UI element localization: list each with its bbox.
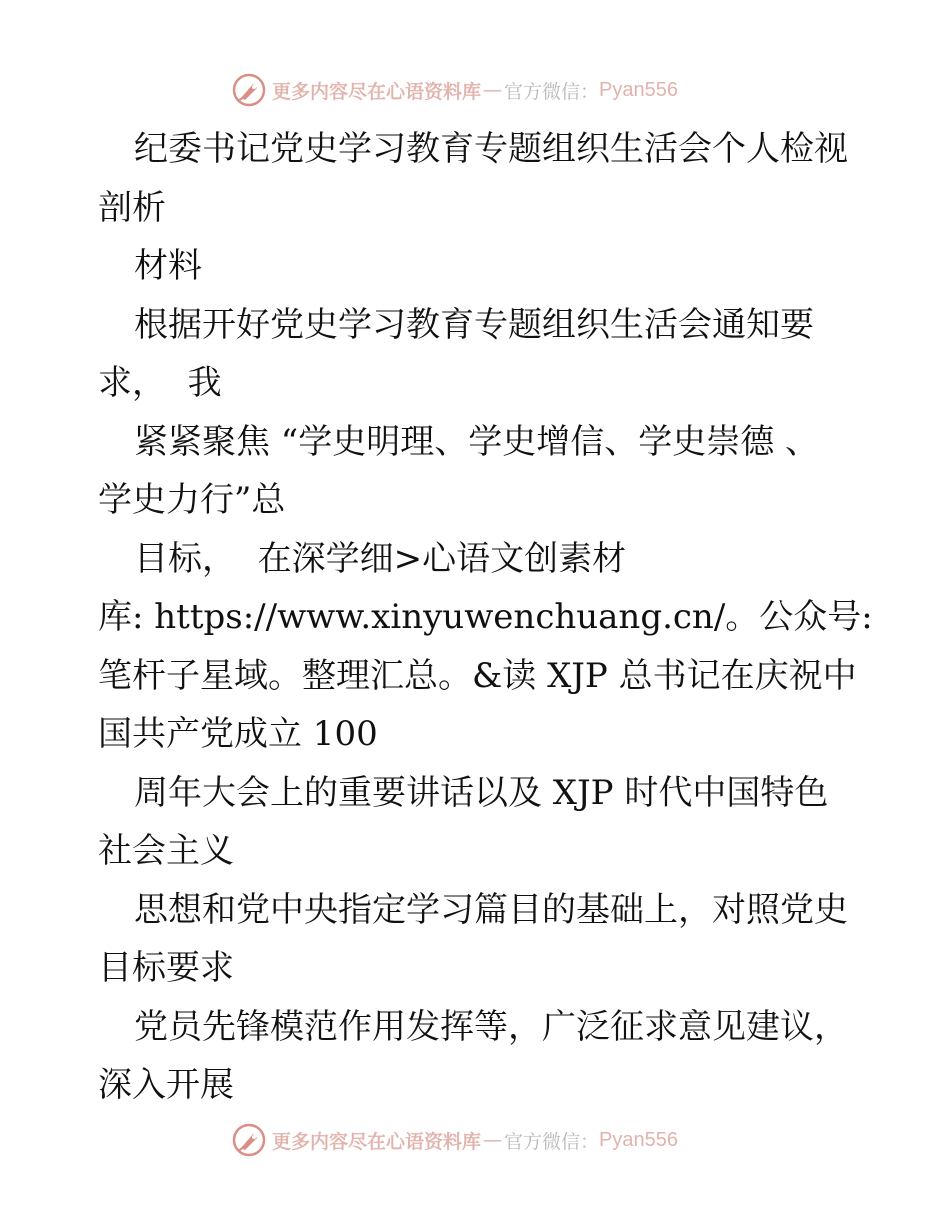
paragraph-line: 周年大会上的重要讲话以及 XJP 时代中国特色 xyxy=(134,772,829,813)
paragraph-line: 党员先锋模范作用发挥等，广泛征求意见建议， xyxy=(134,1006,848,1047)
paragraph-line: 目标要求 xyxy=(98,948,234,988)
paragraph-line: 社会主义 xyxy=(98,831,234,871)
paragraph-line: 紧紧聚焦 “学史明理、学史增信、学史崇德 、 xyxy=(134,421,819,462)
banner-wechat-label: 官方微信： xyxy=(504,1130,600,1153)
paragraph-line: 根据开好党史学习教育专题组织生活会通知要 xyxy=(134,304,814,345)
paragraph-line: 学史力行”总 xyxy=(98,480,286,520)
header-watermark-banner xyxy=(232,70,678,110)
banner-wechat-label: 官方微信： xyxy=(504,80,600,103)
pen-nib-logo-icon xyxy=(232,1123,266,1157)
title-line-1: 纪委书记党史学习教育专题组织生活会个人检视 xyxy=(134,129,848,169)
banner-separator: — xyxy=(483,1129,503,1151)
footer-watermark-banner xyxy=(232,1120,678,1160)
paragraph-line: 目标， 在深学细>心语文创素材 xyxy=(134,538,627,579)
banner-separator: — xyxy=(483,79,503,101)
banner-wechat-id: Pyan556 xyxy=(599,1128,678,1151)
paragraph-line: 求， 我 xyxy=(98,363,222,403)
pen-nib-logo-icon xyxy=(232,73,266,107)
paragraph-line: 库: https://www.xinyuwenchuang.cn/。公众号: xyxy=(98,597,873,637)
banner-slogan: 更多内容尽在心语资料库 xyxy=(272,1130,482,1153)
banner-slogan: 更多内容尽在心语资料库 xyxy=(272,80,482,103)
title-line-3: 材料 xyxy=(134,246,202,286)
paragraph-line: 思想和党中央指定学习篇目的基础上，对照党史 xyxy=(134,889,848,930)
paragraph-line: 国共产党成立 100 xyxy=(98,714,378,754)
paragraph-line: 深入开展 xyxy=(98,1065,234,1105)
paragraph-line: 笔杆子星域。整理汇总。&读 XJP 总书记在庆祝中 xyxy=(98,655,857,696)
title-line-2: 剖析 xyxy=(98,187,166,228)
document-body xyxy=(98,120,898,1115)
banner-wechat-id: Pyan556 xyxy=(599,78,678,101)
